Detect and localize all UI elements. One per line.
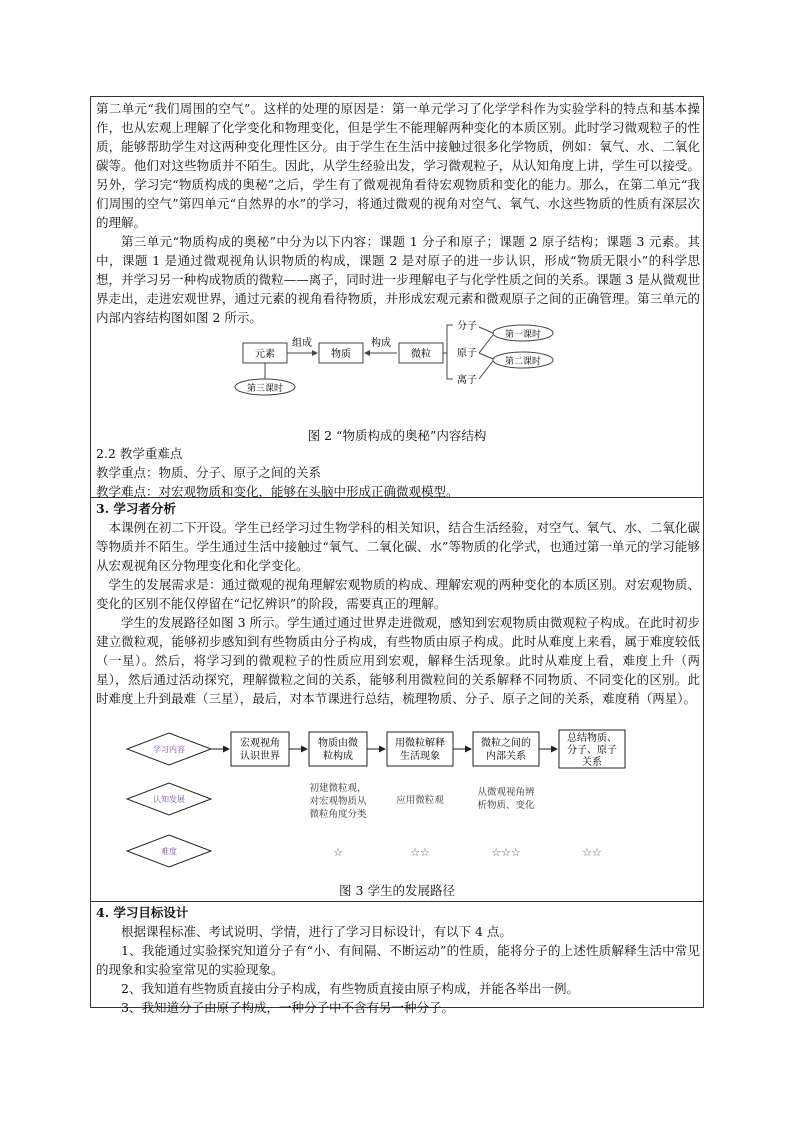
figure-3-diagram — [123, 729, 653, 871]
box-line: 生活现象 — [400, 751, 440, 762]
difficulty-stars: ☆☆ — [582, 846, 602, 859]
compose-label: 组成 — [292, 338, 312, 349]
element-label: 元素 — [255, 349, 275, 360]
paragraph: 学生的发展路径如图 3 所示。学生通过通过世界走进微观，感知到宏观物质由微观粒子构成。在此时初步建立微粒观，能够初步感知到有些物质由分子构成，有些物质由原子构成。此时从难度上来看，属于难度较低（一星）。然后，将学习到的微观粒子的性质应用到宏观，解释生活现象。此时从难度上看，难度上升（两星），然后通过活动探究，理解微粒之间的关系，能够利用微粒间的关系解释不同物质、不同变化的区别。此时难度上升到最难（三星），最后，对本节课进行总结，梳理物质、分子、原子之间的关系，难度稍（两星）。 — [96, 615, 700, 706]
document-table — [90, 96, 704, 1015]
figure-2-caption: 图 2 “物质构成的奥秘”内容结构 — [307, 428, 487, 443]
box-line: 微粒之间的 — [481, 738, 531, 749]
lesson-2-label: 第二课时 — [504, 357, 542, 367]
cognition-line: 析物质、变化 — [477, 800, 535, 811]
connector — [479, 335, 493, 353]
construct-label: 构成 — [371, 338, 391, 349]
figure-2-diagram — [231, 319, 561, 399]
paragraph: 第二单元“我们周围的空气”。这样的处理的原因是：第一单元学习了化学学科作为实验学科的特点和基本操作，也从宏观上理解了化学变化和物理变化，但是学生不能理解两种变化的本质区别。此时学习微观粒子的性质，能够帮助学生对这两种变化理性区分。由于学生在生活中接触过很多化学物质，例如：氧气、水、二氧化碳等。他们对这些物质并不陌生。因此，从学生经验出发，学习微观粒子，从认知角度上讲，学生可以接受。另外，学习完“物质构成的奥秘”之后，学生有了微观视角看待宏观物质和变化的能力。那么，在第二单元“我们周围的空气”第四单元“自然界的水”的学习，将通过微观的视角对空气、氧气、水这些物质的性质有深层次的理解。 — [96, 101, 700, 230]
connector — [479, 361, 493, 379]
paragraph: 根据课程标准、考试说明、学情，进行了学习目标设计，有以下 4 点。 — [121, 924, 512, 939]
section-3-title: 3. 学习者分析 — [96, 501, 176, 516]
box-line: 物质由微 — [318, 738, 358, 749]
box-line: 内部关系 — [486, 751, 526, 762]
box-line: 宏观视角 — [240, 738, 280, 749]
lesson-3-label: 第三课时 — [246, 384, 284, 394]
cognition-line: 微粒角度分类 — [309, 809, 367, 820]
ion-label: 离子 — [457, 375, 477, 386]
row-label: 学习内容 — [153, 745, 185, 754]
paragraph: 本课例在初二下开设。学生已经学习过生物学科的相关知识，结合生活经验，对空气、氧气、水、二氧化碳等物质并不陌生。学生通过生活中接触过“氧气、二氧化碳、水”等物质的化学式，也通过第一单元的学习能够从宏观视角区分物理变化和化学变化。 — [96, 520, 700, 573]
cognition-line: 初建微粒观， — [309, 783, 367, 794]
row-label: 认知发展 — [153, 795, 185, 804]
box-line: 总结物质、 — [567, 733, 617, 744]
connector — [479, 327, 493, 333]
section-3-body — [96, 499, 700, 708]
difficulty-stars: ☆☆ — [410, 846, 430, 859]
section-4-body — [96, 903, 700, 1017]
figure-3-caption: 图 3 学生的发展路径 — [339, 883, 455, 898]
section-2-2 — [96, 444, 700, 501]
brace — [443, 325, 453, 379]
difficulty-stars: ☆☆☆ — [491, 846, 521, 859]
box-line: 认识世界 — [240, 751, 280, 762]
substance-label: 物质 — [331, 349, 351, 360]
molecule-label: 分子 — [457, 321, 477, 332]
lesson-1-label: 第一课时 — [504, 330, 542, 340]
paragraph: 学生的发展需求是：通过微观的视角理解宏观物质的构成、理解宏观的两种变化的本质区别。对宏观物质、变化的区别不能仅停留在“记忆辨识”的阶段，需要真正的理解。 — [96, 577, 700, 611]
box-line: 分子、原子 — [567, 745, 617, 756]
cognition-line: 从微观视角辨 — [477, 787, 535, 798]
paragraph: 第三单元“物质构成的奥秘”中分为以下内容：课题 1 分子和原子；课题 2 原子结构；课题 3 元素。其中，课题 1 是通过微观视角认识物质的构成，课题 2 是对原子的进一步认识，形成“物质无限小”的科学思想，并学习另一种构成物质的微粒——离子，同时进一步理解电子与化学性质之间的关系。课题 3 是从微观世界走出，走进宏观世界，通过元素的视角看待物质，并形成宏观元素和微观原子之间的正确管理。第三单元的内部内容结构图如图 2 所示。 — [96, 234, 700, 325]
cognition-line: 对宏观物质从 — [309, 796, 367, 807]
cognition-line: 应用微粒观 — [396, 795, 444, 806]
row-label: 难度 — [161, 847, 177, 856]
goal-item: 2、我知道有些物质直接由分子构成，有些物质直接由原子构成，并能各举出一例。 — [121, 981, 579, 996]
box-line: 用微粒解释 — [395, 738, 445, 749]
atom-label: 原子 — [457, 348, 477, 359]
goal-item: 1、我能通过实验探究知道分子有“小、有间隔、不断运动”的性质，能将分子的上述性质解释生活中常见的现象和实验室常见的实验现象。 — [96, 943, 700, 977]
box-line: 关系 — [582, 757, 602, 768]
row-divider — [91, 497, 703, 498]
box-line: 粒构成 — [323, 751, 353, 762]
connector — [479, 353, 493, 359]
particle-label: 微粒 — [411, 349, 431, 360]
key-point: 教学重点：物质、分子、原子之间的关系 — [96, 465, 322, 480]
difficulty-stars: ☆ — [333, 846, 343, 859]
section-2-body — [96, 99, 700, 327]
subheading: 2.2 教学重难点 — [96, 446, 183, 461]
goal-item: 3、我知道分子由原子构成，一种分子中不含有另一种分子。 — [121, 1000, 454, 1015]
difficult-point: 教学难点：对宏观物质和变化，能够在头脑中形成正确微观模型。 — [96, 484, 459, 499]
section-4-title: 4. 学习目标设计 — [96, 905, 189, 920]
row-divider — [91, 901, 703, 902]
